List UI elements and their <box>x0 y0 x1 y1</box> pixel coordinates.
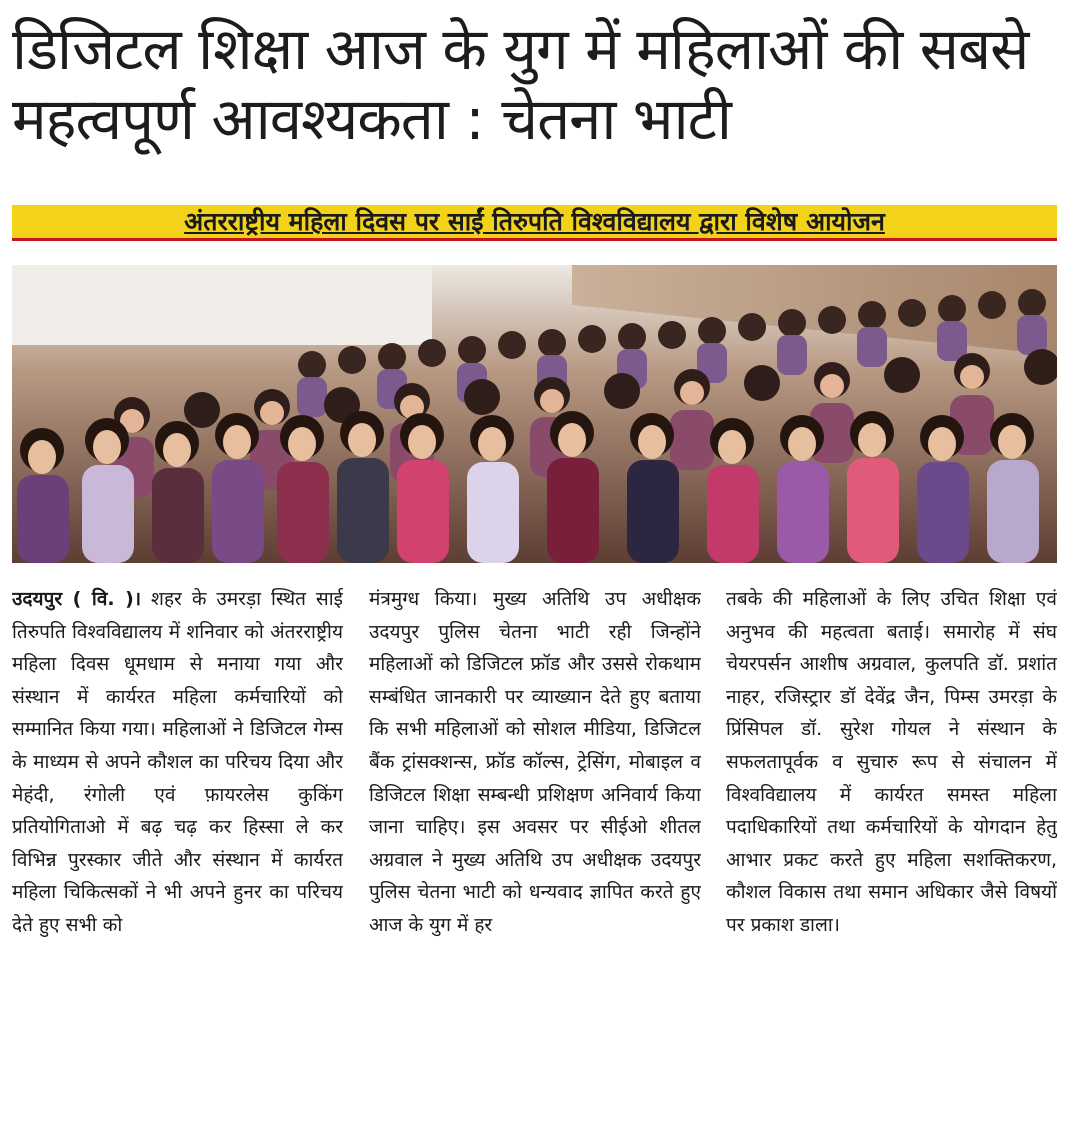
article-column-1-text: शहर के उमरड़ा स्थित साई तिरुपति विश्वविद्यालय में शनिवार को अंतरराष्ट्रीय महिला दिवस धूमधाम से मनाया गया और संस्थान में कार्यरत महिला कर्मचारियों को सम्मानित किया गया। महिलाओं ने डिजिटल गेम्स के माध्यम से अपने कौशल का परिचय दिया और मेहंदी, रंगोली एवं फ़ायरलेस कुकिंग प्रतियोगिताओ में बढ़ चढ़ कर हिस्सा ले कर विभिन्न पुरस्कार जीते और संस्थान में कार्यरत महिला चिकित्सकों ने भी अपने हुनर का परिचय देते हुए सभी को <box>12 588 343 936</box>
article-column-2-text: मंत्रमुग्ध किया। मुख्य अतिथि उप अधीक्षक उदयपुर पुलिस चेतना भाटी रही जिन्होंने महिलाओं को डिजिटल फ्रॉड और उससे रोकथाम सम्बंधित जानकारी पर व्याख्यान देते हुए बताया कि सभी महिलाओं को सोशल मीडिया, डिजिटल बैंक ट्रांसक्शन्स, फ्रॉड कॉल्स, ट्रेसिंग, मोबाइल व डिजिटल शिक्षा सम्बन्धी प्रशिक्षण अनिवार्य किया जाना चाहिए। इस अवसर पर सीईओ शीतल अग्रवाल ने मुख्य अतिथि उप अधीक्षक उदयपुर पुलिस चेतना भाटी को धन्यवाद ज्ञापित करते हुए आज के युग में हर <box>369 588 701 936</box>
article-column-3 <box>726 583 1057 1113</box>
subheadline: अंतरराष्ट्रीय महिला दिवस पर साईं तिरुपति विश्वविद्यालय द्वारा विशेष आयोजन <box>184 207 885 236</box>
article-column-3-text: तबके की महिलाओं के लिए उचित शिक्षा एवं अनुभव की महत्वता बताई। समारोह में संघ चेयरपर्सन आशीष अग्रवाल, कुलपति डॉ. प्रशांत नाहर, रजिस्ट्रार डॉ देवेंद्र जैन, पिम्स उमरड़ा के प्रिंसिपल डॉ. सुरेश गोयल ने संस्थान के सफलतापूर्वक व सुचारु रूप से संचालन में विश्वविद्यालय में कार्यरत समस्त महिला पदाधिकारियों तथा कर्मचारियों के योगदान हेतु आभार प्रकट करते हुए महिला सशक्तिकरण, कौशल विकास तथा समान अधिकार जैसे विषयों पर प्रकाश डाला। <box>726 588 1057 936</box>
article-column-2 <box>369 583 701 1113</box>
event-group-photo <box>12 265 1057 563</box>
headline: डिजिटल शिक्षा आज के युग में महिलाओं की सबसे महत्वपूर्ण आवश्यकता : चेतना भाटी <box>12 15 1029 153</box>
article-column-1 <box>12 583 343 1113</box>
article-body <box>12 583 1057 1113</box>
dateline: उदयपुर ( वि. )। <box>12 588 142 610</box>
subheadline-banner <box>12 205 1057 241</box>
